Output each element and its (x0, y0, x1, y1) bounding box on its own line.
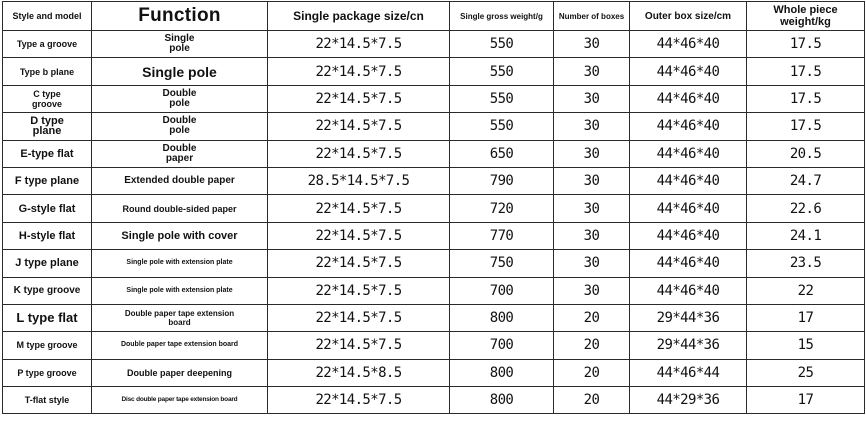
cell-model: F type plane (3, 167, 92, 194)
cell-model: G-style flat (3, 195, 92, 222)
cell-model: L type flat (3, 304, 92, 331)
cell-package-size: 22*14.5*7.5 (268, 222, 450, 249)
cell-boxes: 20 (554, 359, 630, 386)
cell-whole-weight: 17 (747, 387, 865, 414)
table-row (3, 58, 865, 85)
table-row (3, 277, 865, 304)
header-gross-weight: Single gross weight/g (450, 2, 554, 31)
cell-outer-box: 44*46*40 (630, 167, 747, 194)
cell-outer-box: 44*29*36 (630, 387, 747, 414)
cell-gross-weight: 550 (450, 58, 554, 85)
cell-model: E-type flat (3, 140, 92, 167)
cell-boxes: 30 (554, 167, 630, 194)
cell-outer-box: 44*46*40 (630, 58, 747, 85)
cell-package-size: 22*14.5*7.5 (268, 113, 450, 140)
cell-package-size: 22*14.5*7.5 (268, 85, 450, 112)
cell-package-size: 22*14.5*7.5 (268, 332, 450, 359)
cell-package-size: 22*14.5*7.5 (268, 250, 450, 277)
cell-model: Type a groove (3, 31, 92, 58)
cell-function: Double pole (92, 85, 268, 112)
cell-outer-box: 44*46*40 (630, 140, 747, 167)
cell-boxes: 30 (554, 31, 630, 58)
cell-boxes: 20 (554, 387, 630, 414)
cell-function: Double pole (92, 113, 268, 140)
cell-gross-weight: 800 (450, 359, 554, 386)
cell-model: P type groove (3, 359, 92, 386)
cell-whole-weight: 15 (747, 332, 865, 359)
cell-boxes: 30 (554, 222, 630, 249)
cell-package-size: 28.5*14.5*7.5 (268, 167, 450, 194)
cell-gross-weight: 770 (450, 222, 554, 249)
cell-whole-weight: 25 (747, 359, 865, 386)
table-row (3, 387, 865, 414)
cell-function: Double paper deepening (92, 359, 268, 386)
header-package-size: Single package size/cn (268, 2, 450, 31)
cell-function: Single pole with extension plate (92, 250, 268, 277)
cell-model: H-style flat (3, 222, 92, 249)
cell-boxes: 30 (554, 250, 630, 277)
cell-model: C type groove (3, 85, 92, 112)
cell-function: Single pole with cover (92, 222, 268, 249)
header-outer-box: Outer box size/cm (630, 2, 747, 31)
cell-package-size: 22*14.5*7.5 (268, 31, 450, 58)
cell-gross-weight: 550 (450, 113, 554, 140)
table-row (3, 359, 865, 386)
table-row (3, 85, 865, 112)
cell-package-size: 22*14.5*8.5 (268, 359, 450, 386)
cell-gross-weight: 790 (450, 167, 554, 194)
table-row (3, 222, 865, 249)
cell-whole-weight: 24.7 (747, 167, 865, 194)
cell-model: T-flat style (3, 387, 92, 414)
cell-model: Type b plane (3, 58, 92, 85)
cell-function: Round double-sided paper (92, 195, 268, 222)
cell-boxes: 30 (554, 277, 630, 304)
cell-outer-box: 44*46*40 (630, 31, 747, 58)
cell-outer-box: 44*46*40 (630, 85, 747, 112)
cell-package-size: 22*14.5*7.5 (268, 277, 450, 304)
cell-whole-weight: 17.5 (747, 113, 865, 140)
table-row (3, 304, 865, 331)
cell-gross-weight: 800 (450, 304, 554, 331)
cell-model: J type plane (3, 250, 92, 277)
cell-function: Extended double paper (92, 167, 268, 194)
cell-outer-box: 29*44*36 (630, 304, 747, 331)
cell-package-size: 22*14.5*7.5 (268, 58, 450, 85)
cell-boxes: 20 (554, 332, 630, 359)
cell-boxes: 30 (554, 113, 630, 140)
cell-gross-weight: 720 (450, 195, 554, 222)
cell-package-size: 22*14.5*7.5 (268, 387, 450, 414)
header-row (3, 2, 865, 31)
cell-function: Single pole (92, 31, 268, 58)
cell-model: K type groove (3, 277, 92, 304)
header-boxes: Number of boxes (554, 2, 630, 31)
cell-package-size: 22*14.5*7.5 (268, 140, 450, 167)
table-row (3, 167, 865, 194)
cell-function: Double paper tape extension board (92, 304, 268, 331)
cell-whole-weight: 22.6 (747, 195, 865, 222)
cell-gross-weight: 700 (450, 332, 554, 359)
cell-outer-box: 44*46*40 (630, 113, 747, 140)
cell-outer-box: 44*46*40 (630, 250, 747, 277)
cell-outer-box: 44*46*40 (630, 277, 747, 304)
header-whole-weight: Whole piece weight/kg (747, 2, 865, 31)
cell-outer-box: 29*44*36 (630, 332, 747, 359)
cell-function: Disc double paper tape extension board (92, 387, 268, 414)
cell-whole-weight: 17.5 (747, 58, 865, 85)
table-row (3, 113, 865, 140)
table-row (3, 195, 865, 222)
cell-function: Single pole (92, 58, 268, 85)
cell-gross-weight: 650 (450, 140, 554, 167)
cell-model: D type plane (3, 113, 92, 140)
cell-boxes: 30 (554, 58, 630, 85)
table-row (3, 140, 865, 167)
cell-gross-weight: 550 (450, 85, 554, 112)
cell-function: Single pole with extension plate (92, 277, 268, 304)
cell-outer-box: 44*46*44 (630, 359, 747, 386)
cell-boxes: 30 (554, 140, 630, 167)
header-function: Function (92, 2, 268, 31)
cell-gross-weight: 750 (450, 250, 554, 277)
cell-whole-weight: 17.5 (747, 31, 865, 58)
cell-model: M type groove (3, 332, 92, 359)
table-row (3, 31, 865, 58)
cell-gross-weight: 800 (450, 387, 554, 414)
cell-outer-box: 44*46*40 (630, 222, 747, 249)
cell-whole-weight: 23.5 (747, 250, 865, 277)
cell-gross-weight: 550 (450, 31, 554, 58)
spec-table (2, 1, 865, 414)
cell-package-size: 22*14.5*7.5 (268, 195, 450, 222)
cell-whole-weight: 17 (747, 304, 865, 331)
cell-boxes: 30 (554, 85, 630, 112)
cell-function: Double paper tape extension board (92, 332, 268, 359)
cell-function: Double paper (92, 140, 268, 167)
cell-whole-weight: 17.5 (747, 85, 865, 112)
table-row (3, 250, 865, 277)
table-row (3, 332, 865, 359)
cell-whole-weight: 20.5 (747, 140, 865, 167)
header-model: Style and model (3, 2, 92, 31)
cell-whole-weight: 22 (747, 277, 865, 304)
cell-boxes: 20 (554, 304, 630, 331)
cell-outer-box: 44*46*40 (630, 195, 747, 222)
cell-whole-weight: 24.1 (747, 222, 865, 249)
cell-package-size: 22*14.5*7.5 (268, 304, 450, 331)
cell-gross-weight: 700 (450, 277, 554, 304)
cell-boxes: 30 (554, 195, 630, 222)
